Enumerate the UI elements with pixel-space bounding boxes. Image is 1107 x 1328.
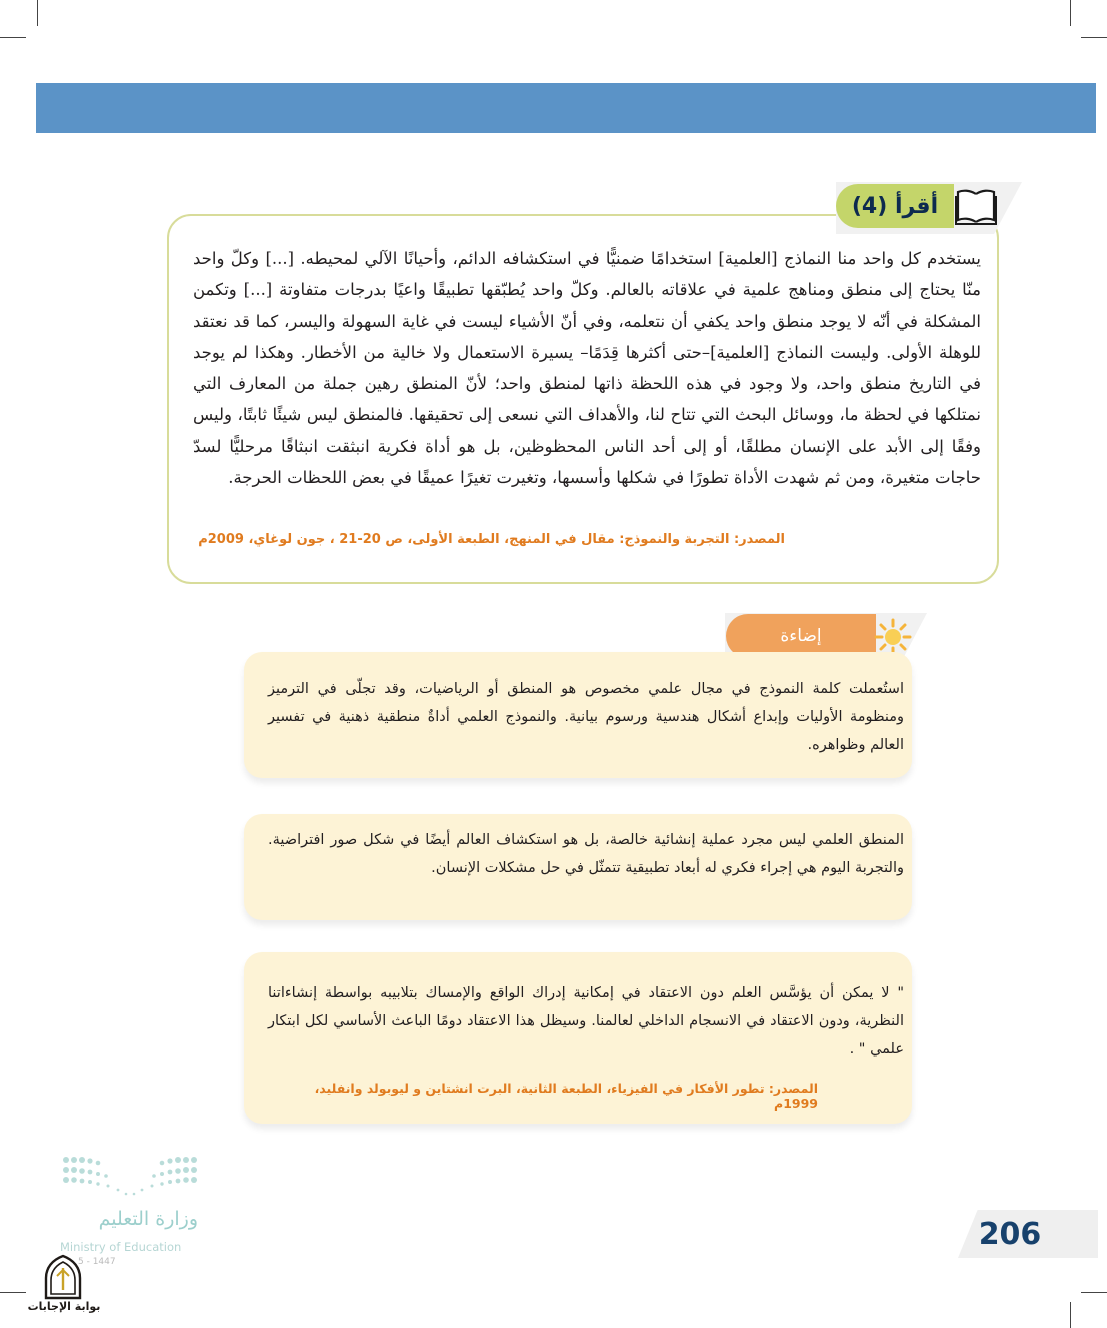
crop-mark bbox=[1081, 1292, 1107, 1293]
crop-mark bbox=[1081, 37, 1107, 38]
crop-mark bbox=[37, 0, 38, 26]
crop-mark bbox=[0, 37, 26, 38]
ministry-name-arabic: وزارة التعليم bbox=[98, 1208, 198, 1230]
crop-mark bbox=[1070, 1302, 1071, 1328]
quote-text: " لا يمكن أن يؤسَّس العلم دون الاعتقاد في إمكانية إدراك الواقع والإمساك بتلابيبه بواسطة إنشاءاتنا النظرية، ودون الاعتقاد في الانسجام الداخلي لعالمنا. وسيظل هذا الاعتقاد دومًا الباعث الأساسي لكل ابتكار علمي " . bbox=[268, 985, 904, 1057]
read-paragraph: يستخدم كل واحد منا النماذج [العلمية] استخدامًا ضمنيًّا في استكشافه الدائم، وأحيانًا الآلي لمحيطه. [...] وكلّ واحد منّا يحتاج إلى منطق ومناهج علمية في علاقاته بالعالم. وكلّ واحد يُطبّقها تطبيقًا واعيًا بدرجات متفاوتة [...] وتكمن المشكلة في أنّه لا يوجد منطق واحد يكفي أن نتعلمه، وفي أنّ الأشياء ليست في غاية السهولة واليسر، كما قد نعتقد للوهلة الأولى. وليست النماذج [العلمية]–حتى أكثرها قِدَمًا– يسيرة الاستعمال ولا خالية من الأخطار. وهكذا لم يوجد في التاريخ منطق واحد، ولا وجود في هذه اللحظة ذاتها لمنطق واحد؛ لأنّ المنطق رهين جملة من المعارف التي نمتلكها في لحظة ما، ووسائل البحث التي تتاح لنا، والأهداف التي نسعى إلى تحقيقها. فالمنطق ليس شيئًا ثابتًا، وليس وفقًا إلى الأبد على الإنسان مطلقًا، أو إلى أحد الناس المحظوظين، بل هو أداة فكرية انبثقت انبثاقًا مرحليًّا لسدّ حاجات متغيرة، ومن ثم شهدت الأداة تطورًا في شكلها وأسسها، وتغيرت تغيرًا عميقًا في بعض اللحظات الحرجة. bbox=[193, 249, 981, 488]
read-title: أقرأ (4) bbox=[836, 184, 954, 228]
crop-mark bbox=[1070, 0, 1071, 26]
header-band bbox=[36, 83, 1096, 133]
read-source: المصدر: التجربة والنموذج: مقال في المنهج، الطبعة الأولى، ص 20-21 ، جون لوغاي، 2009م bbox=[198, 532, 785, 547]
page-number: 206 bbox=[978, 1216, 1042, 1252]
crop-mark bbox=[0, 1292, 26, 1293]
highlight-card-text: المنطق العلمي ليس مجرد عملية إنشائية خالصة، بل هو استكشاف العالم أيضًا في شكل صور افتراضية. والتجربة اليوم هي إجراء فكري له أبعاد تطبيقية تتمثّل في حل مشكلات الإنسان. bbox=[268, 832, 904, 876]
sun-icon bbox=[874, 618, 912, 656]
portal-logo-icon bbox=[42, 1254, 84, 1302]
portal-name: بوابة الإجابات bbox=[27, 1300, 101, 1313]
highlight-title: إضاءة bbox=[726, 614, 876, 658]
quote-source: المصدر: تطور الأفكار في الفيزياء، الطبعة الثانية، البرت انشتاين و ليوبولد وانفليد، 1999م bbox=[314, 1081, 818, 1111]
ministry-year: 5 - 1447 bbox=[78, 1257, 116, 1267]
ministry-logo-dots bbox=[62, 1154, 198, 1202]
open-book-icon bbox=[954, 186, 998, 226]
highlight-card-text: استُعملت كلمة النموذج في مجال علمي مخصوص هو المنطق أو الرياضيات، وقد تجلّى في الترميز ومنظومة الأوليات وإبداع أشكال هندسية ورسوم بيانية. والنموذج العلمي أداةٌ منطقية ذهنية في تفسير العالم وظواهره. bbox=[268, 681, 904, 753]
ministry-name-english: Ministry of Education bbox=[60, 1240, 182, 1254]
